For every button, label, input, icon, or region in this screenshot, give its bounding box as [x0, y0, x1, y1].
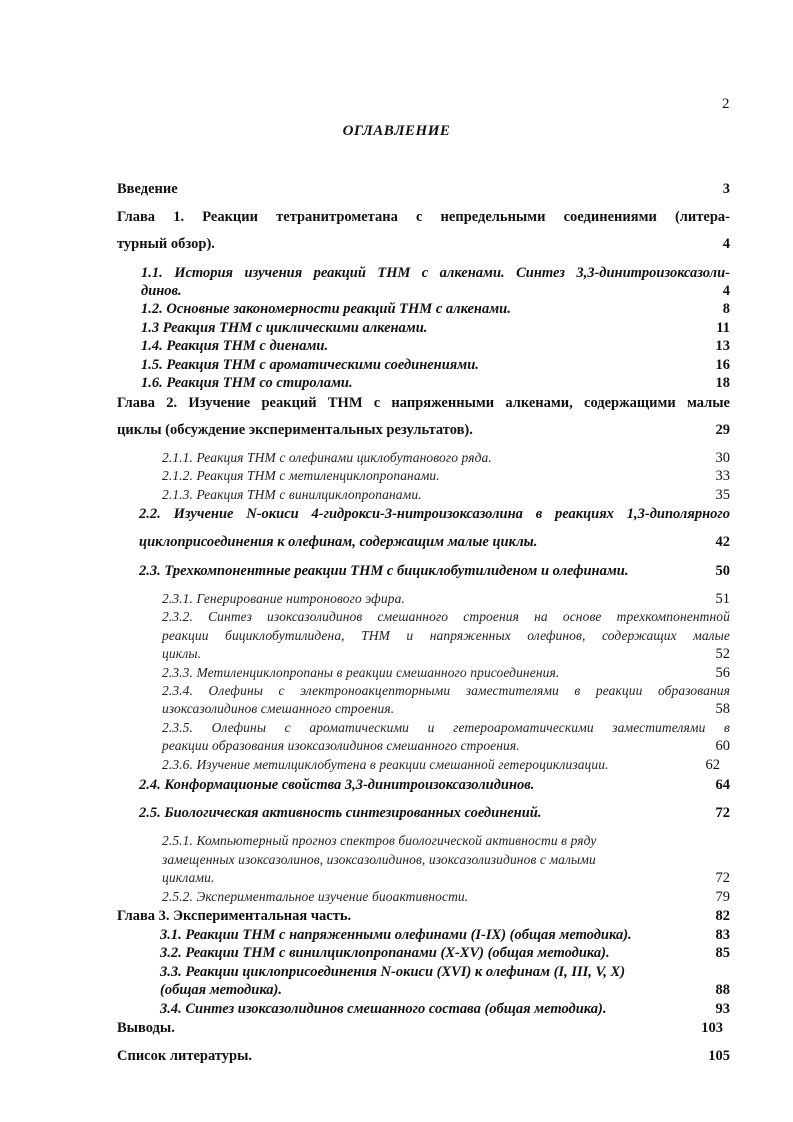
toc-conclusions-page: 103	[701, 1020, 723, 1036]
toc-2-1-3-page: 35	[715, 487, 730, 503]
toc-ch1-line1[interactable]: Глава 1. Реакции тетранитрометана с непредельными соединениями (литера-	[117, 209, 730, 225]
toc-3-4[interactable]: 3.4. Синтез изоксазолидинов смешанного состава (общая методика).	[160, 1001, 607, 1017]
toc-2-3-2-line3[interactable]: циклы.	[162, 646, 202, 661]
toc-2-5-2[interactable]: 2.5.2. Экспериментальное изучение биоактивности.	[162, 889, 469, 904]
toc-1-6[interactable]: 1.6. Реакция ТНМ со стиролами.	[141, 375, 353, 391]
toc-1-2-page: 8	[722, 301, 730, 317]
toc-2-5-2-page: 79	[715, 889, 730, 905]
toc-1-3-page: 11	[716, 320, 730, 336]
toc-2-3-1[interactable]: 2.3.1. Генерирование нитронового эфира.	[162, 591, 405, 606]
toc-2-3-2-line2[interactable]: реакции бициклобутилидена, ТНМ и напряженных олефинов, содержащих малые	[162, 628, 730, 643]
toc-ch3-page: 82	[715, 908, 730, 924]
toc-1-4[interactable]: 1.4. Реакция ТНМ с диенами.	[141, 338, 329, 354]
toc-intro[interactable]: Введение	[117, 181, 178, 197]
toc-ch1-line2[interactable]: турный обзор).	[117, 236, 215, 252]
toc-2-1-1-page: 30	[715, 450, 730, 466]
toc-2-2-page: 42	[715, 534, 730, 550]
toc-3-3-page: 88	[715, 982, 730, 998]
toc-2-3-3[interactable]: 2.3.3. Метиленциклопропаны в реакции смешанного присоединения.	[162, 665, 560, 680]
toc-2-5-1-page: 72	[715, 870, 730, 886]
toc-2-3-page: 50	[715, 563, 730, 579]
toc-2-3-5-line1[interactable]: 2.3.5. Олефины с ароматическими и гетероароматическими заместителями в	[162, 720, 730, 735]
toc-2-5-1-line2[interactable]: замещенных изоксазолинов, изоксазолидинов, изоксазолизидинов с малыми	[162, 852, 596, 867]
toc-2-4[interactable]: 2.4. Конформационые свойства 3,3-динитроизоксазолидинов.	[139, 777, 535, 793]
toc-3-2[interactable]: 3.2. Реакции ТНМ с винилциклопропанами (X-XV) (общая методика).	[160, 945, 610, 961]
page-number: 2	[722, 96, 730, 112]
toc-2-1-1[interactable]: 2.1.1. Реакция ТНМ с олефинами циклобутанового ряда.	[162, 450, 492, 465]
toc-2-3-1-page: 51	[715, 591, 730, 607]
toc-3-2-page: 85	[715, 945, 730, 961]
toc-1-1-line2[interactable]: динов.	[141, 283, 182, 299]
toc-2-3-3-page: 56	[715, 665, 730, 681]
toc-3-3-line1[interactable]: 3.3. Реакции циклоприсоединения N-окиси (XVI) к олефинам (I, III, V, X)	[160, 964, 626, 980]
toc-1-6-page: 18	[715, 375, 730, 391]
toc-1-1-page: 4	[722, 283, 730, 299]
toc-2-3-5-page: 60	[715, 738, 730, 754]
toc-intro-page: 3	[722, 181, 730, 197]
toc-ch1-page: 4	[722, 236, 730, 252]
toc-1-4-page: 13	[715, 338, 730, 354]
toc-1-2[interactable]: 1.2. Основные закономерности реакций ТНМ с алкенами.	[141, 301, 511, 317]
toc-2-4-page: 64	[715, 777, 730, 793]
toc-2-5-1-line3[interactable]: циклами.	[162, 870, 215, 885]
toc-2-5[interactable]: 2.5. Биологическая активность синтезированных соединений.	[139, 805, 542, 821]
toc-1-3[interactable]: 1.3 Реакция ТНМ с циклическими алкенами.	[141, 320, 428, 336]
toc-2-3-6-page: 62	[705, 757, 720, 773]
toc-2-3-5-line2[interactable]: реакции образования изоксазолидинов смешанного строения.	[162, 738, 520, 753]
toc-1-5-page: 16	[715, 357, 730, 373]
toc-2-5-1-line1[interactable]: 2.5.1. Компьютерный прогноз спектров биологической активности в ряду	[162, 833, 597, 848]
toc-1-5[interactable]: 1.5. Реакция ТНМ с ароматическими соединениями.	[141, 357, 479, 373]
toc-references[interactable]: Список литературы.	[117, 1048, 253, 1064]
toc-2-3[interactable]: 2.3. Трехкомпонентные реакции ТНМ с бициклобутилиденом и олефинами.	[139, 563, 629, 579]
toc-2-1-2-page: 33	[715, 468, 730, 484]
toc-2-5-page: 72	[715, 805, 730, 821]
toc-1-1-line1[interactable]: 1.1. История изучения реакций ТНМ с алкенами. Синтез 3,3-динитроизоксазоли-	[141, 265, 730, 281]
toc-2-3-2-page: 52	[715, 646, 730, 662]
toc-ch2-line1[interactable]: Глава 2. Изучение реакций ТНМ с напряженными алкенами, содержащими малые	[117, 395, 730, 411]
toc-2-1-2[interactable]: 2.1.2. Реакция ТНМ с метиленциклопропанами.	[162, 468, 440, 483]
toc-2-3-6[interactable]: 2.3.6. Изучение метилциклобутена в реакции смешанной гетероциклизации.	[162, 757, 609, 772]
toc-3-4-page: 93	[715, 1001, 730, 1017]
toc-3-3-line2[interactable]: (общая методика).	[160, 982, 283, 998]
toc-2-3-4-line1[interactable]: 2.3.4. Олефины с электроноакцепторными заместителями в реакции образования	[162, 683, 730, 698]
page-title: ОГЛАВЛЕНИЕ	[342, 123, 451, 139]
toc-2-3-4-line2[interactable]: изоксазолидинов смешанного строения.	[162, 701, 395, 716]
toc-ch3[interactable]: Глава 3. Экспериментальная часть.	[117, 908, 352, 924]
toc-references-page: 105	[708, 1048, 730, 1064]
toc-2-3-2-line1[interactable]: 2.3.2. Синтез изоксазолидинов смешанного строения на основе трехкомпонентной	[162, 609, 730, 624]
toc-2-2-line2[interactable]: циклоприсоединения к олефинам, содержащим малые циклы.	[139, 534, 538, 550]
toc-2-1-3[interactable]: 2.1.3. Реакция ТНМ с винилциклопропанами.	[162, 487, 422, 502]
toc-3-1-page: 83	[715, 927, 730, 943]
toc-3-1[interactable]: 3.1. Реакции ТНМ с напряженными олефинами (I-IX) (общая методика).	[160, 927, 632, 943]
toc-conclusions[interactable]: Выводы.	[117, 1020, 175, 1036]
toc-ch2-page: 29	[715, 422, 730, 438]
toc-2-2-line1[interactable]: 2.2. Изучение N-окиси 4-гидрокси-3-нитроизоксазолина в реакциях 1,3-диполярного	[139, 506, 730, 522]
toc-2-3-4-page: 58	[715, 701, 730, 717]
toc-ch2-line2[interactable]: циклы (обсуждение экспериментальных результатов).	[117, 422, 473, 438]
